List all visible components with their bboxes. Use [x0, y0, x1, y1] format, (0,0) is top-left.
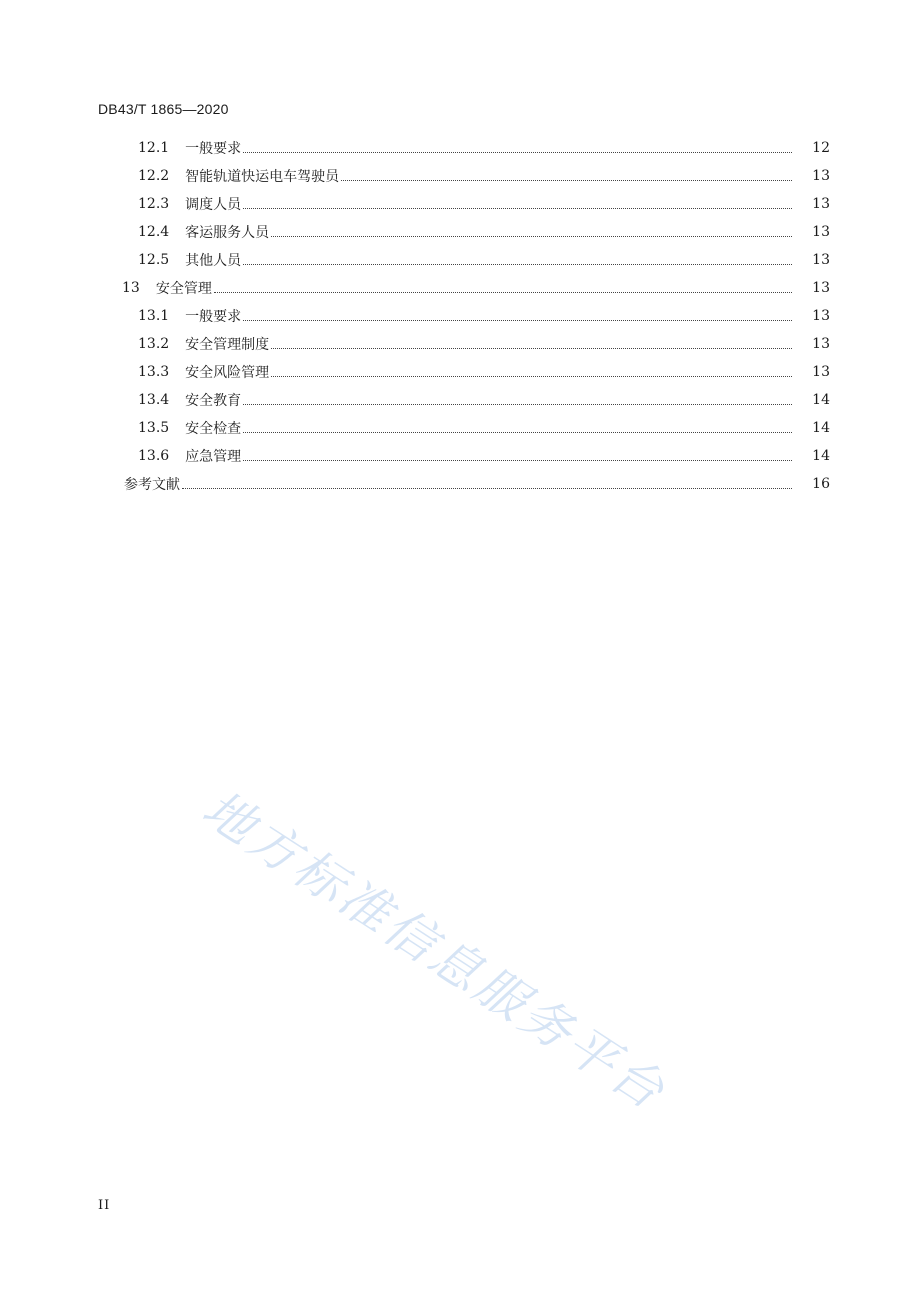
watermark: 地方标准信息服务平台 [192, 779, 677, 1122]
toc-entry-title: 应急管理 [185, 449, 242, 465]
toc-entry-number: 12.2 [138, 168, 170, 184]
toc-entry[interactable] [0, 302, 920, 330]
toc-entry-page: 16 [812, 476, 830, 492]
toc-entry-page: 14 [812, 448, 830, 464]
toc-entry-references[interactable] [0, 470, 920, 498]
toc-entry[interactable] [0, 134, 920, 162]
toc-leader-dots [243, 403, 792, 405]
toc-entry[interactable] [0, 358, 920, 386]
page-number: II [98, 1198, 111, 1213]
toc-entry-title: 安全风险管理 [185, 365, 270, 381]
toc-entry-title: 安全管理 [155, 281, 212, 297]
toc-entry[interactable] [0, 442, 920, 470]
toc-entry-number: 13.4 [138, 392, 170, 408]
toc-entry-title: 安全检查 [185, 421, 242, 437]
toc-entry-title: 一般要求 [185, 141, 242, 157]
toc-leader-dots [271, 235, 792, 237]
toc-entry-page: 13 [812, 252, 830, 268]
toc-entry-number: 13.1 [138, 308, 170, 324]
toc-entry-number: 13.2 [138, 336, 170, 352]
toc-entry-page: 13 [812, 224, 830, 240]
toc-leader-dots [214, 291, 792, 293]
toc-entry-page: 13 [812, 280, 830, 296]
toc-leader-dots [182, 487, 792, 489]
toc-entry-chapter[interactable] [0, 274, 920, 302]
toc-leader-dots [341, 179, 792, 181]
toc-entry-page: 13 [812, 336, 830, 352]
toc-entry-title: 调度人员 [185, 197, 242, 213]
toc-entry-page: 14 [812, 392, 830, 408]
toc-entry[interactable] [0, 414, 920, 442]
toc-entry[interactable] [0, 330, 920, 358]
toc-entry-number: 13.5 [138, 420, 170, 436]
toc-entry-title: 一般要求 [185, 309, 242, 325]
toc-leader-dots [243, 459, 792, 461]
toc-entry-title: 客运服务人员 [185, 225, 270, 241]
toc-entry[interactable] [0, 162, 920, 190]
toc-entry-page: 12 [812, 140, 830, 156]
toc-entry[interactable] [0, 218, 920, 246]
toc-leader-dots [243, 263, 792, 265]
toc-entry[interactable] [0, 246, 920, 274]
toc-leader-dots [243, 319, 792, 321]
toc-entry-number: 13.6 [138, 448, 170, 464]
toc-entry[interactable] [0, 190, 920, 218]
toc-entry-title: 安全管理制度 [185, 337, 270, 353]
toc-entry-page: 13 [812, 168, 830, 184]
toc-entry-page: 13 [812, 196, 830, 212]
toc-entry-number: 12.3 [138, 196, 170, 212]
document-id: DB43/T 1865—2020 [98, 101, 229, 117]
toc-leader-dots [271, 375, 792, 377]
toc-entry-title: 参考文献 [124, 477, 180, 493]
toc-entry-number: 13 [122, 280, 140, 296]
toc-leader-dots [271, 347, 792, 349]
toc-entry[interactable] [0, 386, 920, 414]
toc-entry-title: 安全教育 [185, 393, 242, 409]
toc-leader-dots [243, 207, 792, 209]
toc-entry-page: 13 [812, 308, 830, 324]
toc-entry-number: 12.5 [138, 252, 170, 268]
toc-leader-dots [243, 151, 792, 153]
toc-leader-dots [243, 431, 792, 433]
toc-entry-page: 13 [812, 364, 830, 380]
toc-entry-number: 13.3 [138, 364, 170, 380]
toc-entry-number: 12.4 [138, 224, 170, 240]
toc-entry-page: 14 [812, 420, 830, 436]
toc-entry-title: 其他人员 [185, 253, 242, 269]
toc-entry-number: 12.1 [138, 140, 170, 156]
toc-entry-title: 智能轨道快运电车驾驶员 [185, 169, 340, 185]
